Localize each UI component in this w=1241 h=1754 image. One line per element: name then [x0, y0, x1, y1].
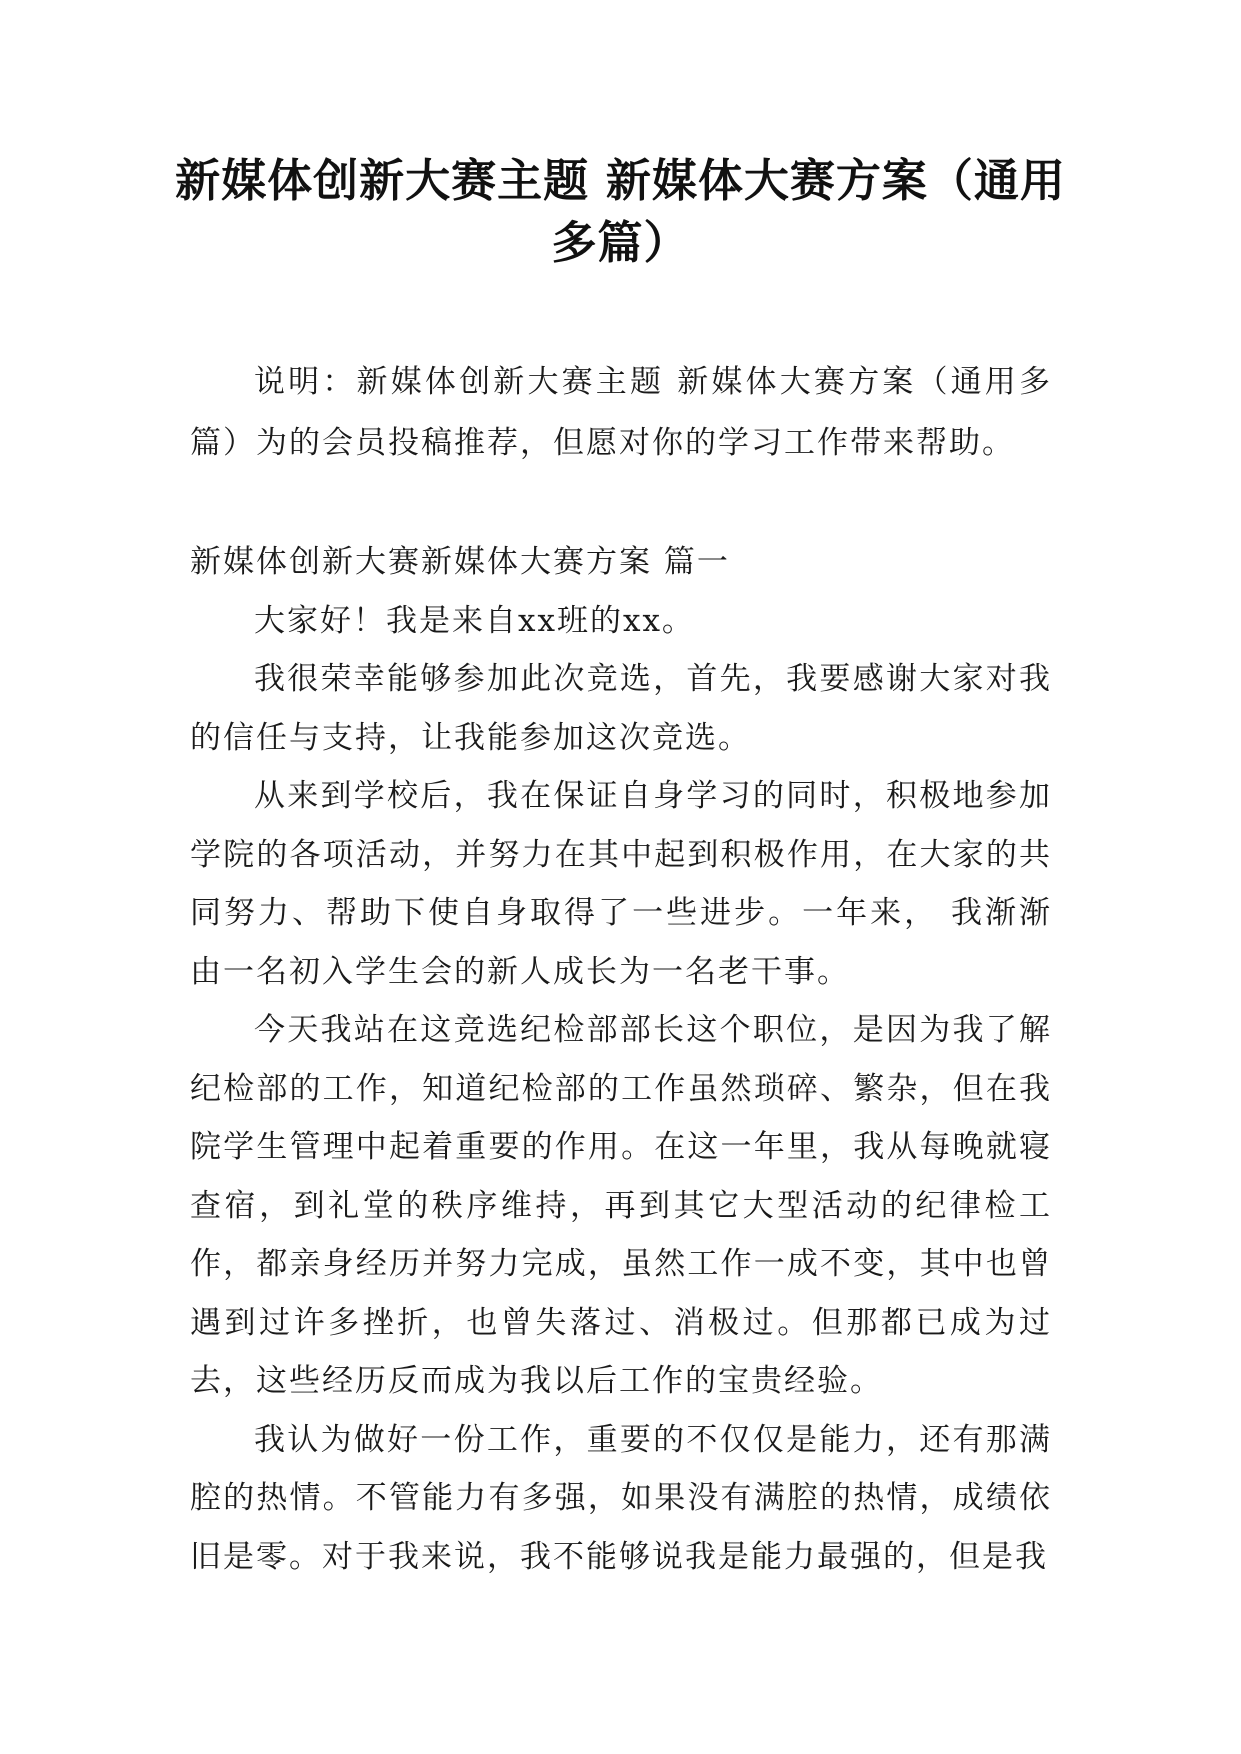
body-paragraph: 从来到学校后，我在保证自身学习的同时，积极地参加学院的各项活动，并努力在其中起到积极作用，在大家的共同努力、帮助下使自身取得了一些进步。一年来， 我渐渐由一名初入学生会的新人成长为一名老干事。 — [190, 778, 1052, 990]
body-paragraph: 今天我站在这竞选纪检部部长这个职位，是因为我了解纪检部的工作，知道纪检部的工作虽然琐碎、繁杂，但在我院学生管理中起着重要的作用。在这一年里，我从每晚就寝查宿，到礼堂的秩序维持，再到其它大型活动的纪律检工作，都亲身经历并努力完成，虽然工作一成不变，其中也曾遇到过许多挫折，也曾失落过、消极过。但那都已成为过去，这些经历反而成为我以后工作的宝贵经验。 — [190, 1012, 1052, 1399]
article-section — [190, 533, 1052, 1586]
intro-paragraph: 说明：新媒体创新大赛主题 新媒体大赛方案（通用多篇）为的会员投稿推荐，但愿对你的学习工作带来帮助。 — [190, 364, 1052, 461]
title-line-2: 多篇） — [551, 216, 690, 269]
section-heading: 新媒体创新大赛新媒体大赛方案 篇一 — [190, 544, 730, 580]
intro-block — [190, 352, 1052, 474]
document-title — [150, 150, 1091, 274]
body-paragraph: 我很荣幸能够参加此次竞选，首先，我要感谢大家对我的信任与支持，让我能参加这次竞选。 — [190, 661, 1052, 756]
body-paragraph: 我认为做好一份工作，重要的不仅仅是能力，还有那满腔的热情。不管能力有多强，如果没有满腔的热情，成绩依旧是零。对于我来说，我不能够说我是能力最强的，但是我 — [190, 1421, 1052, 1575]
title-line-1: 新媒体创新大赛主题 新媒体大赛方案（通用 — [175, 154, 1066, 207]
body-paragraph: 大家好！我是来自xx班的xx。 — [254, 602, 695, 639]
